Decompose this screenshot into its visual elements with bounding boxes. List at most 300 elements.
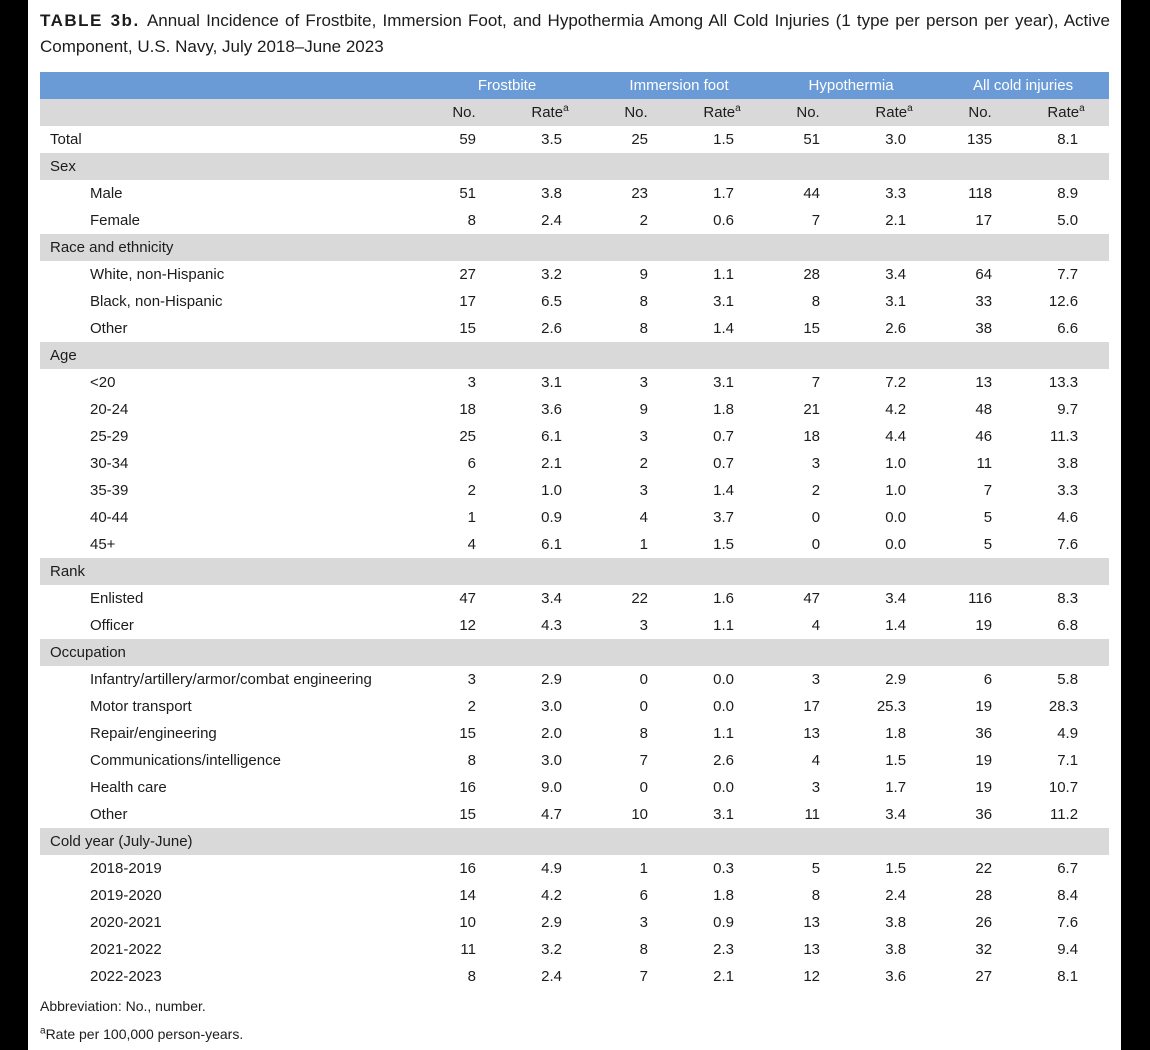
cell-value: 0.0	[885, 509, 907, 526]
cell-value: 6.1	[541, 428, 563, 445]
cell-value: 0.7	[713, 455, 735, 472]
cell-value: 17	[975, 212, 993, 229]
cell-value: 0.9	[713, 914, 735, 931]
cell-value: 1.8	[885, 725, 907, 742]
cell-value: 0	[811, 509, 821, 526]
table-row	[40, 423, 1109, 450]
cell-value: 2.4	[541, 968, 563, 985]
cell-value: 4	[811, 617, 821, 634]
section-row	[40, 828, 1109, 855]
cell-value: 3.6	[885, 968, 907, 985]
section-label: Occupation	[40, 639, 1109, 666]
cell-value: 18	[803, 428, 821, 445]
row-label: Enlisted	[90, 590, 144, 607]
cell-value: 3.0	[541, 752, 563, 769]
cell-value: 0.7	[713, 428, 735, 445]
cell-value: 7.6	[1057, 914, 1079, 931]
cell-value: 3.4	[541, 590, 563, 607]
subheader-rate-superscript: a	[1079, 103, 1085, 114]
cell-value: 3.8	[1057, 455, 1079, 472]
cell-value: 3	[639, 428, 649, 445]
row-label: Other	[90, 320, 128, 337]
cell-value: 3.5	[541, 131, 563, 148]
cell-value: 118	[968, 185, 993, 202]
cell-value: 8	[811, 293, 821, 310]
cell-value: 2	[467, 698, 476, 715]
row-label: <20	[90, 374, 116, 391]
cell-value: 44	[803, 185, 821, 202]
table-row	[40, 936, 1109, 963]
table-row	[40, 531, 1109, 558]
cell-value: 1.1	[713, 266, 735, 283]
table-row	[40, 747, 1109, 774]
row-label: Black, non-Hispanic	[90, 293, 223, 310]
cell-value: 7.2	[885, 374, 907, 391]
table-row	[40, 450, 1109, 477]
cell-value: 8	[467, 968, 476, 985]
cell-value: 8	[639, 293, 649, 310]
group-header-all-cold-injuries: All cold injuries	[937, 72, 1109, 99]
cell-value: 2	[467, 482, 476, 499]
cell-value: 3.2	[541, 266, 563, 283]
cell-value: 0.0	[885, 536, 907, 553]
row-label: 2019-2020	[90, 887, 162, 904]
table-row	[40, 774, 1109, 801]
section-label: Sex	[40, 153, 1109, 180]
cell-value: 3.8	[541, 185, 563, 202]
cell-value: 4.2	[541, 887, 563, 904]
cell-value: 36	[975, 806, 993, 823]
cell-value: 7	[639, 968, 649, 985]
cell-value: 4.2	[885, 401, 907, 418]
cell-value: 116	[968, 590, 993, 607]
cell-value: 6.7	[1057, 860, 1079, 877]
table-row	[40, 207, 1109, 234]
row-label: Other	[90, 806, 128, 823]
row-label: 35-39	[90, 482, 129, 499]
cell-value: 3.4	[885, 266, 907, 283]
cell-value: 8.3	[1057, 590, 1079, 607]
cell-value: 4.4	[885, 428, 907, 445]
cell-value: 0	[639, 671, 649, 688]
cell-value: 25.3	[876, 698, 907, 715]
cell-value: 13	[803, 941, 821, 958]
section-row	[40, 153, 1109, 180]
cell-value: 8.9	[1057, 185, 1079, 202]
cell-value: 2.6	[885, 320, 907, 337]
cell-value: 22	[631, 590, 649, 607]
cell-value: 1.4	[713, 482, 735, 499]
row-label: Officer	[90, 617, 134, 634]
cell-value: 10.7	[1048, 779, 1079, 796]
cell-value: 2.4	[885, 887, 907, 904]
row-label: Communications/intelligence	[90, 752, 281, 769]
cell-value: 22	[975, 860, 993, 877]
cell-value: 8	[467, 212, 476, 229]
subheader-no: No.	[765, 99, 851, 126]
cell-value: 3.1	[713, 293, 735, 310]
cell-value: 8	[639, 725, 649, 742]
cell-value: 13.3	[1048, 374, 1079, 391]
table-row	[40, 369, 1109, 396]
cell-value: 2.9	[541, 914, 563, 931]
cell-value: 3.8	[885, 941, 907, 958]
cell-value: 8.4	[1057, 887, 1079, 904]
cell-value: 13	[803, 725, 821, 742]
table-row	[40, 126, 1109, 153]
table-row	[40, 855, 1109, 882]
table-row	[40, 477, 1109, 504]
group-header-immersion-foot: Immersion foot	[593, 72, 765, 99]
row-label: Female	[90, 212, 141, 229]
cell-value: 27	[975, 968, 993, 985]
cell-value: 2.6	[713, 752, 735, 769]
cell-value: 1.4	[713, 320, 735, 337]
row-label: White, non-Hispanic	[90, 266, 225, 283]
cell-value: 7	[639, 752, 649, 769]
cell-value: 7	[983, 482, 993, 499]
cell-value: 5	[983, 509, 993, 526]
cell-value: 15	[803, 320, 821, 337]
cell-value: 27	[459, 266, 476, 283]
table-row	[40, 396, 1109, 423]
cell-value: 3.7	[713, 509, 735, 526]
cell-value: 9.0	[541, 779, 563, 796]
cell-value: 2.1	[713, 968, 735, 985]
table-row	[40, 288, 1109, 315]
cell-value: 8.1	[1057, 131, 1079, 148]
cell-value: 32	[975, 941, 993, 958]
cell-value: 46	[975, 428, 993, 445]
cell-value: 6.1	[541, 536, 563, 553]
cell-value: 17	[803, 698, 821, 715]
subheader-rate-superscript: a	[735, 103, 741, 114]
cell-value: 8	[467, 752, 476, 769]
table-row	[40, 180, 1109, 207]
table-row	[40, 666, 1109, 693]
cell-value: 4	[639, 509, 649, 526]
cell-value: 38	[975, 320, 993, 337]
cell-value: 0.9	[541, 509, 563, 526]
cell-value: 23	[631, 185, 649, 202]
cell-value: 10	[459, 914, 476, 931]
row-label: 2018-2019	[90, 860, 162, 877]
cell-value: 7.6	[1057, 536, 1079, 553]
table-row	[40, 909, 1109, 936]
cell-value: 51	[459, 185, 476, 202]
cell-value: 5	[983, 536, 993, 553]
footnote-rate	[40, 1026, 1110, 1042]
subheader-rate-superscript: a	[563, 103, 569, 114]
incidence-table	[40, 72, 1109, 990]
cell-value: 2.6	[541, 320, 563, 337]
cell-value: 3.1	[885, 293, 907, 310]
cell-value: 5.8	[1057, 671, 1079, 688]
row-label: 45+	[90, 536, 116, 553]
cell-value: 1	[639, 536, 649, 553]
cell-value: 1.4	[885, 617, 907, 634]
subheader-no: No.	[421, 99, 507, 126]
cell-value: 3.1	[713, 806, 735, 823]
cell-value: 12.6	[1048, 293, 1079, 310]
table-row	[40, 261, 1109, 288]
cell-value: 7	[811, 212, 821, 229]
cell-value: 5	[811, 860, 821, 877]
subheader-row	[40, 99, 1109, 126]
table-head	[40, 72, 1109, 126]
cell-value: 47	[459, 590, 476, 607]
subheader-rate-superscript: a	[907, 103, 913, 114]
cell-value: 9.4	[1057, 941, 1079, 958]
page-edge-left	[0, 0, 28, 1050]
cell-value: 13	[975, 374, 993, 391]
cell-value: 4.7	[541, 806, 563, 823]
cell-value: 6	[983, 671, 993, 688]
cell-value: 7	[811, 374, 821, 391]
section-label: Race and ethnicity	[40, 234, 1109, 261]
table-row	[40, 585, 1109, 612]
cell-value: 12	[803, 968, 821, 985]
cell-value: 7.1	[1057, 752, 1079, 769]
cell-value: 59	[459, 131, 476, 148]
subheader-rate: Rate$^a$	[507, 99, 593, 126]
table-body	[40, 126, 1109, 990]
cell-value: 4	[467, 536, 476, 553]
cell-value: 26	[975, 914, 993, 931]
cell-value: 3.6	[541, 401, 563, 418]
table-row	[40, 315, 1109, 342]
cell-value: 0	[639, 779, 649, 796]
cell-value: 3	[467, 374, 476, 391]
row-label: 2020-2021	[90, 914, 162, 931]
cell-value: 15	[459, 320, 476, 337]
row-label: 2021-2022	[90, 941, 162, 958]
cell-value: 2	[639, 212, 649, 229]
subheader-no: No.	[593, 99, 679, 126]
cell-value: 3	[639, 482, 649, 499]
cell-value: 1	[467, 509, 476, 526]
cell-value: 9	[639, 266, 649, 283]
cell-value: 13	[803, 914, 821, 931]
cell-value: 8.1	[1057, 968, 1079, 985]
table-title-label: TABLE 3b.	[40, 11, 140, 30]
cell-value: 19	[975, 617, 993, 634]
cell-value: 33	[975, 293, 993, 310]
subheader-rate: Rate$^a$	[679, 99, 765, 126]
group-header-row	[40, 72, 1109, 99]
cell-value: 15	[459, 806, 476, 823]
cell-value: 3.0	[541, 698, 563, 715]
cell-value: 4	[811, 752, 821, 769]
table-title	[40, 8, 1110, 60]
cell-value: 25	[459, 428, 476, 445]
cell-value: 2.3	[713, 941, 735, 958]
cell-value: 0.0	[713, 671, 735, 688]
cell-value: 4.9	[541, 860, 563, 877]
table-row	[40, 693, 1109, 720]
row-label: Total	[50, 131, 82, 148]
row-label: Health care	[90, 779, 167, 796]
cell-value: 7.7	[1057, 266, 1079, 283]
cell-value: 6.8	[1057, 617, 1079, 634]
cell-value: 1.5	[885, 860, 907, 877]
cell-value: 2.0	[541, 725, 563, 742]
cell-value: 3.3	[1057, 482, 1079, 499]
row-label: 30-34	[90, 455, 129, 472]
cell-value: 10	[631, 806, 649, 823]
cell-value: 1.1	[713, 617, 735, 634]
cell-value: 25	[631, 131, 649, 148]
section-label: Cold year (July-June)	[40, 828, 1109, 855]
cell-value: 9	[639, 401, 649, 418]
cell-value: 3	[639, 914, 649, 931]
cell-value: 1	[639, 860, 649, 877]
table-row	[40, 612, 1109, 639]
table-title-text: Annual Incidence of Frostbite, Immersion Foot, and Hypothermia Among All Cold Injuries (1 type per person per year), Active Component, U.S. Navy, July 2018–June 2023	[40, 11, 1110, 56]
cell-value: 3	[639, 374, 649, 391]
cell-value: 3.3	[885, 185, 907, 202]
page-edge-right	[1121, 0, 1150, 1050]
cell-value: 3.4	[885, 590, 907, 607]
cell-value: 1.0	[885, 455, 907, 472]
row-label: 2022-2023	[90, 968, 162, 985]
group-header-hypothermia: Hypothermia	[765, 72, 937, 99]
cell-value: 2.9	[541, 671, 563, 688]
cell-value: 3	[467, 671, 476, 688]
cell-value: 48	[975, 401, 993, 418]
cell-value: 14	[459, 887, 476, 904]
subheader-rate: Rate$^a$	[1023, 99, 1109, 126]
cell-value: 19	[975, 779, 993, 796]
cell-value: 4.6	[1057, 509, 1079, 526]
cell-value: 1.7	[885, 779, 907, 796]
section-row	[40, 342, 1109, 369]
group-header-spacer	[40, 72, 421, 99]
cell-value: 11.3	[1049, 428, 1079, 445]
cell-value: 3	[811, 671, 821, 688]
section-label: Age	[40, 342, 1109, 369]
cell-value: 17	[459, 293, 476, 310]
cell-value: 3	[811, 455, 821, 472]
cell-value: 9.7	[1057, 401, 1079, 418]
subheader-spacer	[40, 99, 421, 126]
cell-value: 3.4	[885, 806, 907, 823]
footnote-abbreviation: Abbreviation: No., number.	[40, 998, 206, 1014]
table-row	[40, 963, 1109, 990]
cell-value: 0.0	[713, 698, 735, 715]
cell-value: 3	[639, 617, 649, 634]
cell-value: 3.1	[541, 374, 563, 391]
cell-value: 64	[975, 266, 993, 283]
cell-value: 0.3	[713, 860, 735, 877]
row-label: 40-44	[90, 509, 129, 526]
cell-value: 0	[639, 698, 649, 715]
cell-value: 3	[811, 779, 821, 796]
row-label: 25-29	[90, 428, 129, 445]
footnote-rate-superscript: a	[40, 1025, 46, 1037]
cell-value: 1.5	[713, 536, 735, 553]
cell-value: 3.1	[713, 374, 735, 391]
footnote-rate-text: Rate per 100,000 person-years.	[45, 1026, 244, 1042]
table-row	[40, 504, 1109, 531]
cell-value: 28.3	[1048, 698, 1079, 715]
cell-value: 11	[976, 455, 993, 472]
section-label: Rank	[40, 558, 1109, 585]
cell-value: 0.0	[713, 779, 735, 796]
cell-value: 11	[804, 806, 821, 823]
cell-value: 2.4	[541, 212, 563, 229]
cell-value: 8	[811, 887, 821, 904]
cell-value: 2	[639, 455, 649, 472]
cell-value: 12	[459, 617, 476, 634]
cell-value: 18	[459, 401, 476, 418]
page-content	[40, 8, 1110, 1042]
section-row	[40, 234, 1109, 261]
cell-value: 47	[803, 590, 821, 607]
cell-value: 3.0	[885, 131, 907, 148]
cell-value: 21	[803, 401, 821, 418]
cell-value: 2.1	[885, 212, 907, 229]
cell-value: 28	[975, 887, 993, 904]
cell-value: 2.1	[541, 455, 563, 472]
cell-value: 16	[459, 779, 476, 796]
cell-value: 1.0	[541, 482, 563, 499]
cell-value: 19	[975, 752, 993, 769]
cell-value: 4.3	[541, 617, 563, 634]
cell-value: 0.6	[713, 212, 735, 229]
row-label: Male	[90, 185, 123, 202]
row-label: Repair/engineering	[90, 725, 217, 742]
cell-value: 3.8	[885, 914, 907, 931]
cell-value: 11.2	[1049, 806, 1079, 823]
cell-value: 19	[975, 698, 993, 715]
cell-value: 1.8	[713, 401, 735, 418]
section-row	[40, 639, 1109, 666]
cell-value: 1.5	[885, 752, 907, 769]
section-row	[40, 558, 1109, 585]
cell-value: 1.1	[713, 725, 735, 742]
subheader-rate: Rate$^a$	[851, 99, 937, 126]
table-row	[40, 882, 1109, 909]
cell-value: 6	[467, 455, 476, 472]
cell-value: 16	[459, 860, 476, 877]
cell-value: 8	[639, 941, 649, 958]
row-label: 20-24	[90, 401, 129, 418]
cell-value: 8	[639, 320, 649, 337]
cell-value: 1.0	[885, 482, 907, 499]
cell-value: 15	[459, 725, 476, 742]
cell-value: 1.6	[713, 590, 735, 607]
cell-value: 6	[639, 887, 649, 904]
cell-value: 4.9	[1057, 725, 1079, 742]
group-header-frostbite: Frostbite	[421, 72, 593, 99]
cell-value: 1.7	[713, 185, 735, 202]
cell-value: 2.9	[885, 671, 907, 688]
cell-value: 36	[975, 725, 993, 742]
cell-value: 135	[967, 131, 993, 148]
row-label: Motor transport	[90, 698, 192, 715]
cell-value: 11	[460, 941, 476, 958]
cell-value: 1.8	[713, 887, 735, 904]
cell-value: 28	[803, 266, 821, 283]
cell-value: 6.6	[1057, 320, 1079, 337]
cell-value: 2	[811, 482, 821, 499]
cell-value: 5.0	[1057, 212, 1079, 229]
cell-value: 51	[803, 131, 821, 148]
table-row	[40, 720, 1109, 747]
row-label: Infantry/artillery/armor/combat engineering	[90, 671, 372, 688]
cell-value: 0	[811, 536, 821, 553]
